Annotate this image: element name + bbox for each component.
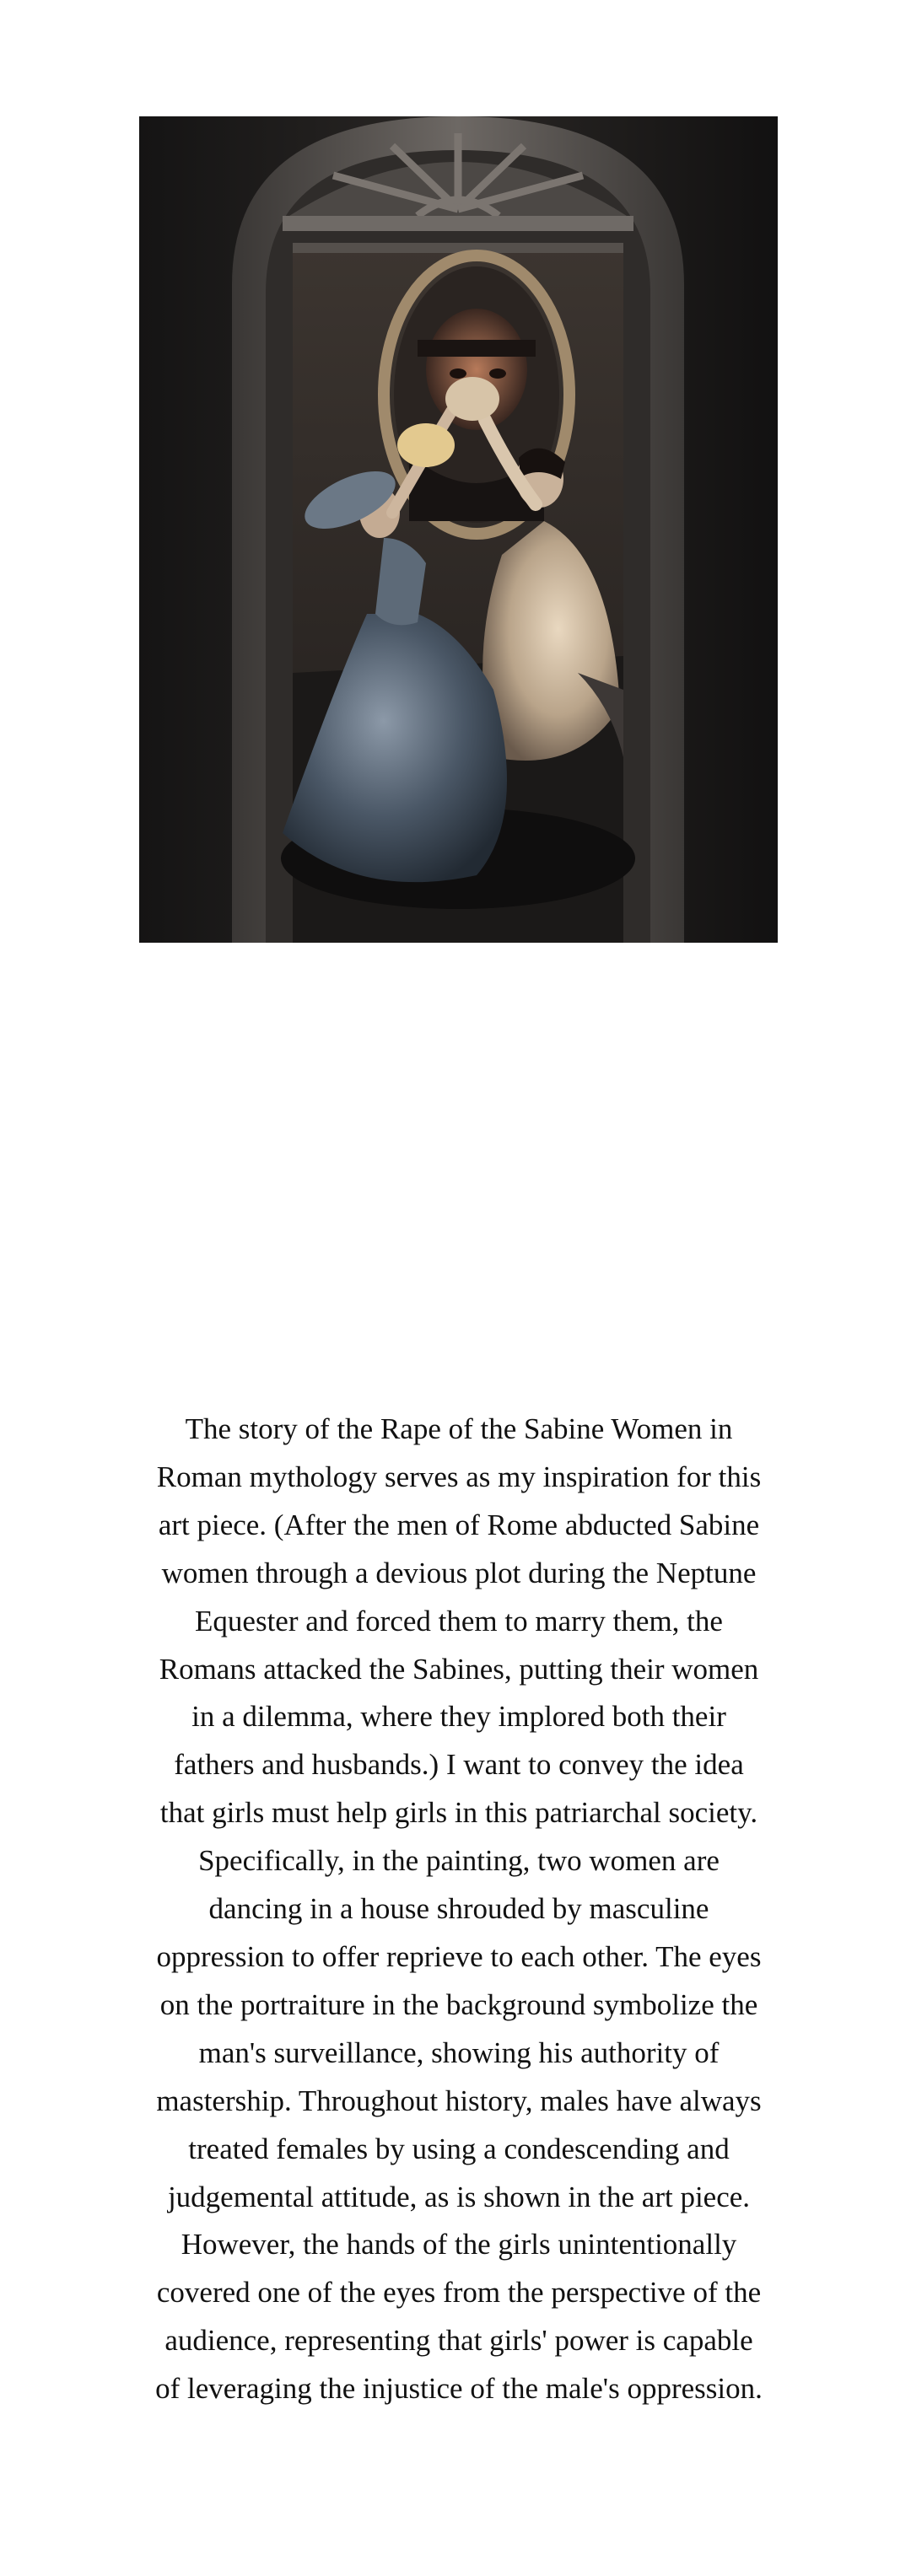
painting-illustration (139, 116, 778, 943)
covering-hands (445, 377, 499, 421)
golden-hand-mirror (397, 423, 455, 467)
portrait-hair (418, 340, 536, 357)
room-molding (293, 243, 623, 253)
lintel (283, 216, 633, 231)
portrait-eye-left (450, 368, 466, 379)
artwork-painting (139, 116, 778, 943)
artist-statement: The story of the Rape of the Sabine Women in Roman mythology serves as my inspiration for this art piece. (After the men of Rome abducted Sabine women through a devious plot during the Neptune Equester and forced them to marry them, the Romans attacked the Sabines, putting their women in a dilemma, where they implored both their fathers and husbands.) I want to convey the idea that girls must help girls in this patriarchal society. Specifically, in the painting, two women are dancing in a house shrouded by masculine oppression to offer reprieve to each other. The eyes on the portraiture in the background symbolize the man's surveillance, showing his authority of mastership. Throughout history, males have always treated females by using a condescending and judgemental attitude, as is shown in the art piece. However, the hands of the girls unintentionally covered one of the eyes from the perspective of the audience, representing that girls' power is capable of leveraging the injustice of the male's oppression. (155, 1412, 763, 2406)
portrait-eye-right (489, 368, 506, 379)
